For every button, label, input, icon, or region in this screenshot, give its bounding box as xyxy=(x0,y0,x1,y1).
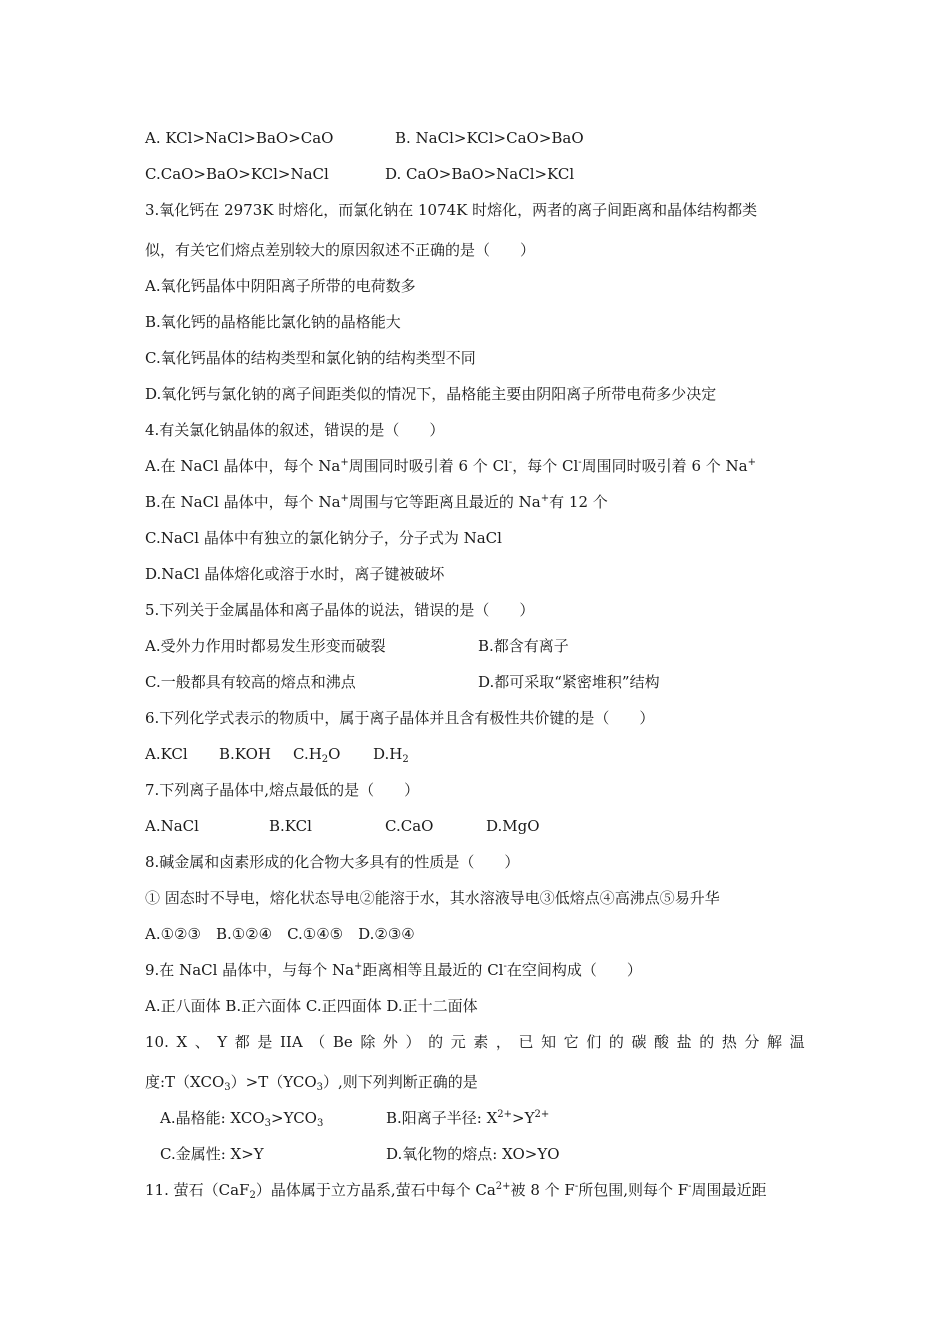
q10-option-d: D.氧化物的熔点: XO>YO xyxy=(386,1145,560,1163)
q3-stem-line-1: 3.氧化钙在 2973K 时熔化，而氯化钠在 1074K 时熔化，两者的离子间距离和晶体结构都类 xyxy=(145,201,758,219)
q2-option-a: A. KCl>NaCl>BaO>CaO xyxy=(145,129,334,147)
q9-stem: 9.在 NaCl 晶体中，与每个 Na+距离相等且最近的 Cl-在空间构成（ ） xyxy=(145,961,642,979)
q7-options xyxy=(145,816,540,836)
q2-option-b: B. NaCl>KCl>CaO>BaO xyxy=(395,129,584,147)
q6-option-a: A.KCl xyxy=(145,745,188,763)
q5-option-row-1 xyxy=(145,636,569,656)
q11-stem-line-1: 11. 萤石（CaF$_2$）晶体属于立方晶系,萤石中每个 $Ca^{2+}$被 8 个 F-所包围,则每个 F-周围最近距 xyxy=(145,1181,767,1201)
q7-option-c: C.CaO xyxy=(385,817,434,835)
q4-option-a: A.在 NaCl 晶体中，每个 Na+周围同时吸引着 6 个 Cl-，每个 Cl-周围同时吸引着 6 个 Na+ xyxy=(145,457,756,475)
q7-option-a: A.NaCl xyxy=(145,817,199,835)
q10-option-a: A.晶格能: $XCO_3>YCO_3$ xyxy=(160,1109,324,1129)
q2-option-row-1 xyxy=(145,128,584,148)
q6-options xyxy=(145,744,409,765)
q9-options: A.正八面体 B.正六面体 C.正四面体 D.正十二面体 xyxy=(145,997,478,1015)
q6-option-b: B.KOH xyxy=(219,745,271,763)
q5-option-b: B.都含有离子 xyxy=(478,637,569,655)
q6-option-c: $C.H_2O$ xyxy=(293,745,341,765)
q10-option-b: B.阳离子半径: $X^{2+}>Y^{2+}$ xyxy=(386,1109,550,1127)
q6-stem: 6.下列化学式表示的物质中，属于离子晶体并且含有极性共价键的是（ ） xyxy=(145,709,655,727)
q5-stem: 5.下列关于金属晶体和离子晶体的说法，错误的是（ ） xyxy=(145,601,535,619)
q5-option-row-2 xyxy=(145,672,660,692)
q2-option-row-2 xyxy=(145,164,575,184)
q7-stem: 7.下列离子晶体中,熔点最低的是（ ） xyxy=(145,781,420,799)
q5-option-a: A.受外力作用时都易发生形变而破裂 xyxy=(145,637,386,655)
q7-option-d: D.MgO xyxy=(486,817,540,835)
q2-option-c: C.CaO>BaO>KCl>NaCl xyxy=(145,165,329,183)
q5-option-d: D.都可采取“紧密堆积”结构 xyxy=(478,673,660,691)
q8-properties: ① 固态时不导电，熔化状态导电②能溶于水，其水溶液导电③低熔点④高沸点⑤易升华 xyxy=(145,889,720,907)
q10-stem-line-2: 度$:T(XCO_3)>T(YCO_3)$,则下列判断正确的是 xyxy=(145,1073,478,1093)
q10-option-c: C.金属性: X>Y xyxy=(160,1145,264,1163)
q4-stem: 4.有关氯化钠晶体的叙述，错误的是（ ） xyxy=(145,421,445,439)
q4-option-b: B.在 NaCl 晶体中，每个 Na+周围与它等距离且最近的 Na+有 12 个 xyxy=(145,493,608,511)
q7-option-b: B.KCl xyxy=(269,817,312,835)
q3-stem-line-2: 似，有关它们熔点差别较大的原因叙述不正确的是（ ） xyxy=(145,241,536,259)
q10-option-row-2 xyxy=(160,1144,560,1164)
q6-option-d: $D.H_2$ xyxy=(373,745,409,765)
q8-options: A.①②③ B.①②④ C.①④⑤ D.②③④ xyxy=(145,925,415,943)
q3-option-d: D.氧化钙与氯化钠的离子间距类似的情况下，晶格能主要由阴阳离子所带电荷多少决定 xyxy=(145,385,717,403)
q3-option-b: B.氧化钙的晶格能比氯化钠的晶格能大 xyxy=(145,313,401,331)
q10-stem-line-1: 10. X 、 Y 都 是 IIA （ Be 除 外 ） 的 元 素 ， 已 知 它 们 的 碳 酸 盐 的 热 分 解 温 xyxy=(145,1033,805,1051)
q4-option-d: D.NaCl 晶体熔化或溶于水时，离子键被破坏 xyxy=(145,565,445,583)
q10-option-row-1 xyxy=(160,1108,550,1129)
q4-option-c: C.NaCl 晶体中有独立的氯化钠分子，分子式为 NaCl xyxy=(145,529,502,547)
q8-stem: 8.碱金属和卤素形成的化合物大多具有的性质是（ ） xyxy=(145,853,520,871)
q2-option-d: D. CaO>BaO>NaCl>KCl xyxy=(385,165,575,183)
q5-option-c: C.一般都具有较高的熔点和沸点 xyxy=(145,673,356,691)
q3-option-c: C.氧化钙晶体的结构类型和氯化钠的结构类型不同 xyxy=(145,349,476,367)
q3-option-a: A.氧化钙晶体中阴阳离子所带的电荷数多 xyxy=(145,277,416,295)
